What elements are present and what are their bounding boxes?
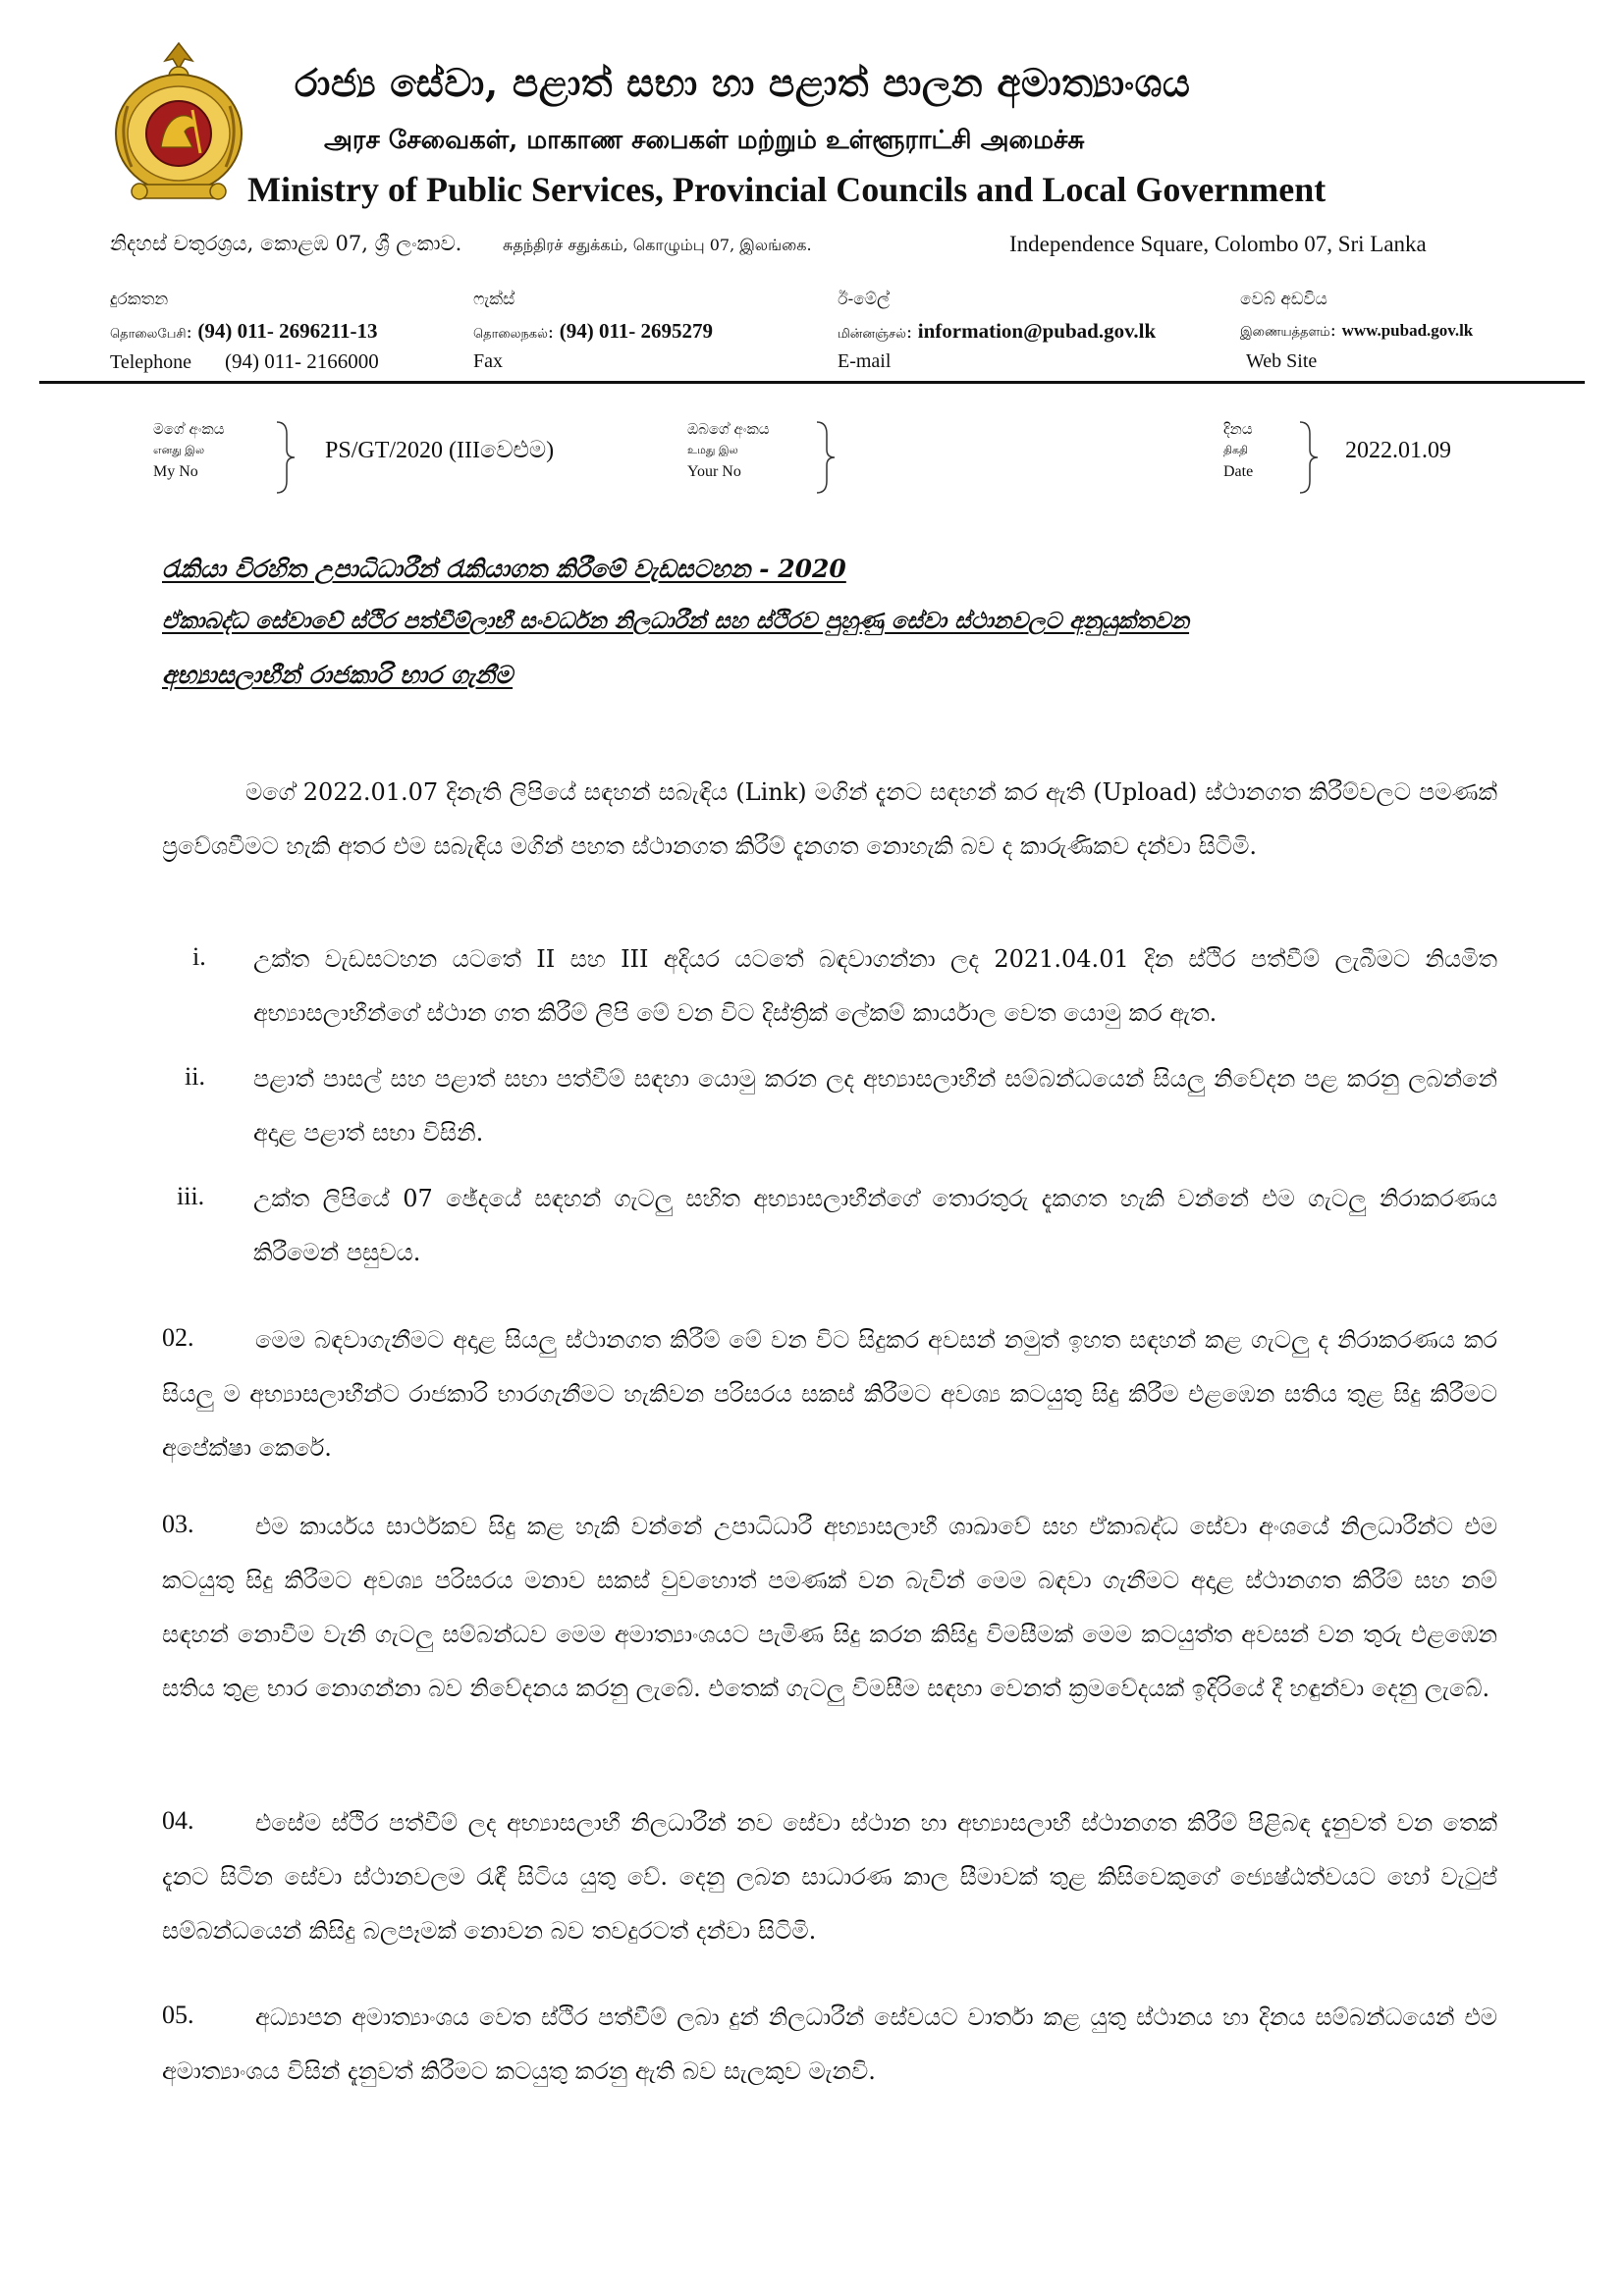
email-label-en: E-mail [838,350,892,372]
contact-telephone [110,285,522,377]
my-no-brace-icon [275,420,297,495]
item-1-text: උක්ත වැඩසටහන යටතේ II සහ III අදියර යටතේ බඳවාගන්නා ලද 2021.04.01 දින ස්ථිර පත්වීම් ලැබීමට නියමිත අභ්‍යාසලාභීන්ගේ ස්ථාන ගත කිරීම් ලිපි මේ වන විට දිස්ත්‍රික් ලේකම් කාර්යාල වෙත යොමු කර ඇත. [253,945,1497,1027]
fax-value: (94) 011- 2695279 [559,319,714,343]
your-no-label-si: ඔබගේ අංකය [687,420,770,438]
fax-label-en: Fax [473,350,503,372]
ministry-title-sinhala: රාජ්‍ය සේවා, පළාත් සභා හා පළාත් පාලන අමාත්‍යාංශය [295,61,1191,106]
subject-line-3: අභ්‍යාසලාභීන් රාජකාරි භාර ගැනීම [162,661,514,689]
date-value: 2022.01.09 [1345,438,1451,463]
fax-label-ta: தொலைநகல் [473,327,548,342]
contact-email [838,285,1230,377]
address-tamil: சுதந்திரச் சதுக்கம், கொழும்பு 07, இலங்கை. [503,236,812,254]
header-divider [39,381,1585,384]
paragraph-03-text: එම කාර්යය සාර්ථකව සිදු කළ හැකි වන්නේ උපාධිධාරී අභ්‍යාසලාභී ශාඛාවේ සහ ඒකාබද්ධ සේවා අංශයේ නිලධාරීන්ට එම කටයුතු සිදු කිරීමට අවශ්‍ය පරිසරය මනාව සකස් වුවහොත් පමණක් වන බැවින් මෙම බඳවා ගැනීමට අදාළ ස්ථානගත කිරීම් සහ නම් සඳහන් නොවීම වැනි ගැටලු සම්බන්ධව මෙම අමාත්‍යාංශයට පැමිණ සිදු කරන කිසිදු විමසීමක් මෙම කටයුත්ත අවසන් වන තුරු එළඹෙන සතිය තුළ භාර නොගන්නා බව නිවේදනය කරනු ලැබේ. එතෙක් ගැටලු විමසීම සඳහා වෙනත් ක්‍රමවේදයක් ඉදිරියේ දී හඳුන්වා දෙනු ලැබේ. [162,1513,1497,1702]
telephone-label-ta: தொலைபேசி [110,327,187,342]
item-1-number: i. [192,942,206,971]
paragraph-02-number: 02. [162,1323,194,1352]
your-no-label-ta: உமது இல [687,444,738,456]
ministry-title-tamil: அரச சேவைகள், மாகாண சபைகள் மற்றும் உள்ளூராட்சி அமைச்சு [324,126,1085,155]
website-line: இணையத்தளம்: www.pubad.gov.lk [1240,320,1474,341]
paragraph-02-text: මෙම බඳවාගැනීමට අදාළ සියලු ස්ථානගත කිරීම් මේ වන විට සිදුකර අවසන් නමුත් ඉහත සඳහන් කළ ගැටලු ද නිරාකරණය කර සියලු ම අභ්‍යාසලාභීන්ට රාජකාරි භාරගැනීමට හැකිවන පරිසරය සකස් කිරීමට අවශ්‍ය කටයුතු සිදු කිරීම එළඹෙන සතිය තුළ සිදු කිරීමට අපේක්ෂා කෙරේ. [162,1326,1497,1462]
my-no-value: PS/GT/2020 (IIIවෙළුම) [325,438,555,463]
contact-website [1240,285,1594,377]
telephone-label-si: දුරකතන [110,290,169,309]
your-no-label-en: Your No [687,463,741,480]
email-value[interactable]: information@pubad.gov.lk [917,319,1157,343]
paragraph-05-text: අධ්‍යාපන අමාත්‍යාංශය වෙත ස්ථිර පත්වීම් ලබා දුන් නිලධාරීන් සේවයට වාර්තා කළ යුතු ස්ථානය හා දිනය සම්බන්ධයෙන් එම අමාත්‍යාංශය විසින් දැනුවත් කිරීමට කටයුතු කරනු ඇති බව සැලකුව මැනවි. [162,2003,1497,2085]
telephone-value-1: (94) 011- 2696211-13 [197,319,378,343]
fax-line: தொலைநகல்: (94) 011- 2695279 [473,319,714,343]
item-2-number: ii. [185,1062,205,1091]
address-row [110,232,1524,265]
item-2-text: පළාත් පාසල් සහ පළාත් සභා පත්වීම් සඳහා යොමු කරන ලද අභ්‍යාසලාභීන් සම්බන්ධයෙන් සියලු නිවේදන පළ කරනු ලබන්නේ අදාළ පළාත් සභා විසිනි. [253,1065,1497,1147]
contact-fax [473,285,807,377]
paragraph-03-number: 03. [162,1510,194,1538]
subject-line-2: ඒකාබද්ධ සේවාවේ ස්ථිර පත්වීම්ලාභී සංවර්ධන නිලධාරීන් සහ ස්ථිරව පුහුණු සේවා ස්ථානවලට අනුයුක්තවන [162,608,1190,634]
address-sinhala: නිදහස් චතුරශ්‍රය, කොළඹ 07, ශ්‍රී ලංකාව. [110,232,462,255]
your-no-brace-icon [815,420,837,495]
your-no-labels [687,420,795,487]
paragraph-04-text: එසේම ස්ථිර පත්වීම් ලද අභ්‍යාසලාභී නිලධාරීන් නව සේවා ස්ථාන හා අභ්‍යාසලාභී ස්ථානගත කිරීම් පිළිබඳ දැනුවත් වන තෙක් දැනට සිටින සේවා ස්ථානවලම රැඳී සිටිය යුතු වේ. දෙනු ලබන සාධාරණ කාල සීමාවක් තුළ කිසිවෙකුගේ ජ්‍යෙෂ්ඨත්වයට හෝ වැටුප් සම්බන්ධයෙන් කිසිදු බලපෑමක් නොවන බව තවදුරටත් දන්වා සිටිමි. [162,1809,1497,1945]
subject-line-1: රැකියා විරහිත උපාධිධාරීන් රැකියාගත කිරීමේ වැඩසටහන - 2020 [162,555,846,583]
date-brace-icon [1298,420,1320,495]
website-label-si: වෙබ් අඩවිය [1240,290,1327,309]
email-line: மின்னஞ்சல்: information@pubad.gov.lk [838,319,1157,343]
date-labels [1223,420,1302,487]
item-3-text: උක්ත ලිපියේ 07 ඡේදයේ සඳහන් ගැටලු සහිත අභ්‍යාසලාභීන්ගේ තොරතුරු දැකගත හැකි වන්නේ එම ගැටලු නිරාකරණය කිරීමෙන් පසුවය. [253,1185,1497,1266]
paragraph-04-number: 04. [162,1806,194,1835]
ref-my-no [153,420,644,499]
my-no-label-en: My No [153,463,198,480]
government-emblem-logo [110,37,247,209]
date-label-en: Date [1223,463,1254,480]
my-no-label-si: මගේ අංකය [153,420,225,438]
telephone-line-1: தொலைபேசி: (94) 011- 2696211-13 [110,319,378,343]
website-label-en: Web Site [1246,350,1318,372]
date-label-si: දිනය [1223,420,1253,438]
item-3-number: iii. [177,1182,205,1210]
email-label-ta: மின்னஞ்சல் [838,327,906,342]
ref-date [1223,420,1547,499]
address-english: Independence Square, Colombo 07, Sri Lanka [1009,232,1427,256]
ministry-title-english: Ministry of Public Services, Provincial Councils and Local Government [247,170,1326,209]
date-label-ta: திகதி [1223,444,1249,456]
ref-your-no [687,420,982,499]
email-label-si: ඊ-මේල් [838,290,890,309]
my-no-labels [153,420,261,487]
telephone-line-2 [110,347,522,377]
paragraph-05-number: 05. [162,2001,194,2029]
website-label-ta: இணையத்தளம் [1240,325,1330,340]
intro-paragraph: මගේ 2022.01.07 දිනැති ලිපියේ සඳහන් සබැඳිය (Link) මගින් දැනට සඳහන් කර ඇති (Upload) ස්ථානගත කිරීම්වලට පමණක් ප්‍රවේශවීමට හැකි අතර එම සබැඳිය මගින් පහත ස්ථානගත කිරීම් දැනගත නොහැකි බව ද කාරුණිකව දන්වා සිටිමි. [162,778,1497,860]
telephone-label-en: Telephone [110,351,192,373]
my-no-label-ta: எனது இல [153,444,205,456]
fax-label-si: ෆැක්ස් [473,290,515,309]
telephone-value-2: (94) 011- 2166000 [225,349,379,373]
website-value[interactable]: www.pubad.gov.lk [1341,321,1474,340]
